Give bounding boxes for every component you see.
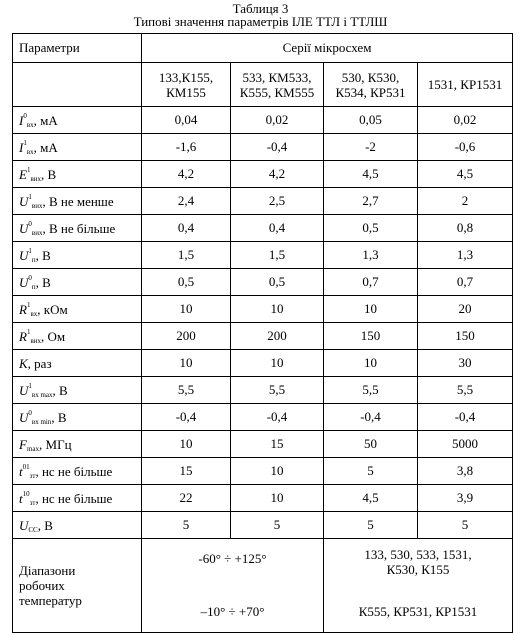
value-cell: -0,4 — [231, 134, 324, 161]
parameter-name: $U^1_п$, В — [13, 242, 142, 269]
value-cell: 10 — [324, 296, 418, 323]
series-col-1: 133,К155, КМ155 — [142, 63, 231, 107]
value-cell: 0,02 — [231, 107, 324, 134]
value-cell: 5,5 — [231, 377, 324, 404]
parameter-name: $U^1_{вих}$, В не менше — [13, 188, 142, 215]
parameter-name: $I^0_{вх}$, мА — [13, 107, 142, 134]
parameter-name: $F_{max}$, МГц — [13, 431, 142, 458]
value-cell: -2 — [324, 134, 418, 161]
temperature-label: Діапазони робочих температур — [13, 539, 142, 633]
value-cell: 4,2 — [231, 161, 324, 188]
table-row — [13, 485, 513, 512]
value-cell: 5,5 — [324, 377, 418, 404]
parameter-name: $U^0_{вих}$, В не більше — [13, 215, 142, 242]
value-cell: 5000 — [418, 431, 513, 458]
value-cell: 200 — [142, 323, 231, 350]
value-cell: -1,6 — [142, 134, 231, 161]
parameter-name: $E^1_{вих}$, В — [13, 161, 142, 188]
series-col-2: 533, КМ533, К555, КМ555 — [231, 63, 324, 107]
value-cell: 5,5 — [418, 377, 513, 404]
temperature-range-military: -60° ÷ +125° — [198, 551, 267, 566]
table-number: Таблиця 3 — [232, 1, 289, 16]
value-cell: 3,9 — [418, 485, 513, 512]
value-cell: 0,5 — [231, 269, 324, 296]
value-cell: 0,7 — [418, 269, 513, 296]
value-cell: 10 — [324, 350, 418, 377]
table-row — [13, 350, 513, 377]
value-cell: 4,5 — [324, 485, 418, 512]
parameter-name: K, раз — [13, 350, 142, 377]
parameter-name: $R^1_{вх}$, кОм — [13, 296, 142, 323]
value-cell: 5 — [231, 512, 324, 539]
value-cell: 0,02 — [418, 107, 513, 134]
value-cell: 150 — [418, 323, 513, 350]
value-cell: 4,2 — [142, 161, 231, 188]
value-cell: -0,4 — [142, 404, 231, 431]
table-row — [13, 215, 513, 242]
table-row — [13, 188, 513, 215]
value-cell: 200 — [231, 323, 324, 350]
parameter-name: $U^0_{вх min}$, В — [13, 404, 142, 431]
value-cell: 2 — [418, 188, 513, 215]
value-cell: 22 — [142, 485, 231, 512]
parameter-name: $I^1_{вх}$, мА — [13, 134, 142, 161]
parameter-name: $t^{01}_{зт}$, нс не більше — [13, 458, 142, 485]
value-cell: 1,5 — [142, 242, 231, 269]
table-caption — [0, 2, 521, 28]
value-cell: 1,3 — [324, 242, 418, 269]
value-cell: 15 — [142, 458, 231, 485]
parameters-header: Параметри — [13, 34, 142, 63]
table-row — [13, 296, 513, 323]
empty-header-cell — [13, 63, 142, 107]
table-row — [13, 512, 513, 539]
table-row — [13, 161, 513, 188]
temperature-range-commercial: –10° ÷ +70° — [200, 604, 265, 619]
table-row — [13, 323, 513, 350]
series-military: 133, 530, 533, 1531, К530, К155 — [364, 547, 472, 577]
value-cell: 50 — [324, 431, 418, 458]
value-cell: 10 — [231, 485, 324, 512]
value-cell: 1,5 — [231, 242, 324, 269]
value-cell: 4,5 — [324, 161, 418, 188]
table-row — [13, 242, 513, 269]
value-cell: 5 — [324, 512, 418, 539]
value-cell: 10 — [231, 458, 324, 485]
value-cell: 0,4 — [231, 215, 324, 242]
table-row — [13, 404, 513, 431]
value-cell: 20 — [418, 296, 513, 323]
value-cell: 3,8 — [418, 458, 513, 485]
value-cell: -0,4 — [324, 404, 418, 431]
value-cell: 0,7 — [324, 269, 418, 296]
value-cell: 0,04 — [142, 107, 231, 134]
parameters-table — [12, 33, 513, 633]
value-cell: 2,7 — [324, 188, 418, 215]
table-title: Типові значення параметрів ІЛЕ ТТЛ і ТТЛШ — [133, 14, 388, 29]
series-commercial: К555, КР531, КР1531 — [358, 604, 478, 619]
value-cell: 5 — [418, 512, 513, 539]
value-cell: -0,6 — [418, 134, 513, 161]
table-row — [13, 269, 513, 296]
value-cell: 150 — [324, 323, 418, 350]
value-cell: 0,5 — [142, 269, 231, 296]
value-cell: 10 — [142, 350, 231, 377]
temperature-ranges — [142, 539, 324, 633]
value-cell: 0,8 — [418, 215, 513, 242]
value-cell: 2,4 — [142, 188, 231, 215]
value-cell: -0,4 — [231, 404, 324, 431]
value-cell: -0,4 — [418, 404, 513, 431]
temperature-series — [324, 539, 513, 633]
value-cell: 4,5 — [418, 161, 513, 188]
value-cell: 5,5 — [142, 377, 231, 404]
value-cell: 2,5 — [231, 188, 324, 215]
series-col-3: 530, К530, К534, КР531 — [324, 63, 418, 107]
table-row — [13, 107, 513, 134]
table-row — [13, 134, 513, 161]
parameter-name: $U^0_п$, В — [13, 269, 142, 296]
table-row — [13, 458, 513, 485]
temperature-row — [13, 539, 513, 633]
value-cell: 0,5 — [324, 215, 418, 242]
value-cell: 5 — [142, 512, 231, 539]
table-row — [13, 377, 513, 404]
value-cell: 10 — [231, 350, 324, 377]
parameter-name: $U_{CC}$, В — [13, 512, 142, 539]
series-header: Серії мікросхем — [142, 34, 513, 63]
series-col-4: 1531, КР1531 — [418, 63, 513, 107]
value-cell: 30 — [418, 350, 513, 377]
value-cell: 10 — [231, 296, 324, 323]
value-cell: 15 — [231, 431, 324, 458]
parameter-name: $R^1_{вих}$, Ом — [13, 323, 142, 350]
value-cell: 0,4 — [142, 215, 231, 242]
value-cell: 10 — [142, 296, 231, 323]
value-cell: 1,3 — [418, 242, 513, 269]
parameter-name: $U^1_{вх max}$, В — [13, 377, 142, 404]
parameter-name: $t^{10}_{зт}$, нс не більше — [13, 485, 142, 512]
value-cell: 0,05 — [324, 107, 418, 134]
value-cell: 5 — [324, 458, 418, 485]
table-row — [13, 431, 513, 458]
value-cell: 10 — [142, 431, 231, 458]
